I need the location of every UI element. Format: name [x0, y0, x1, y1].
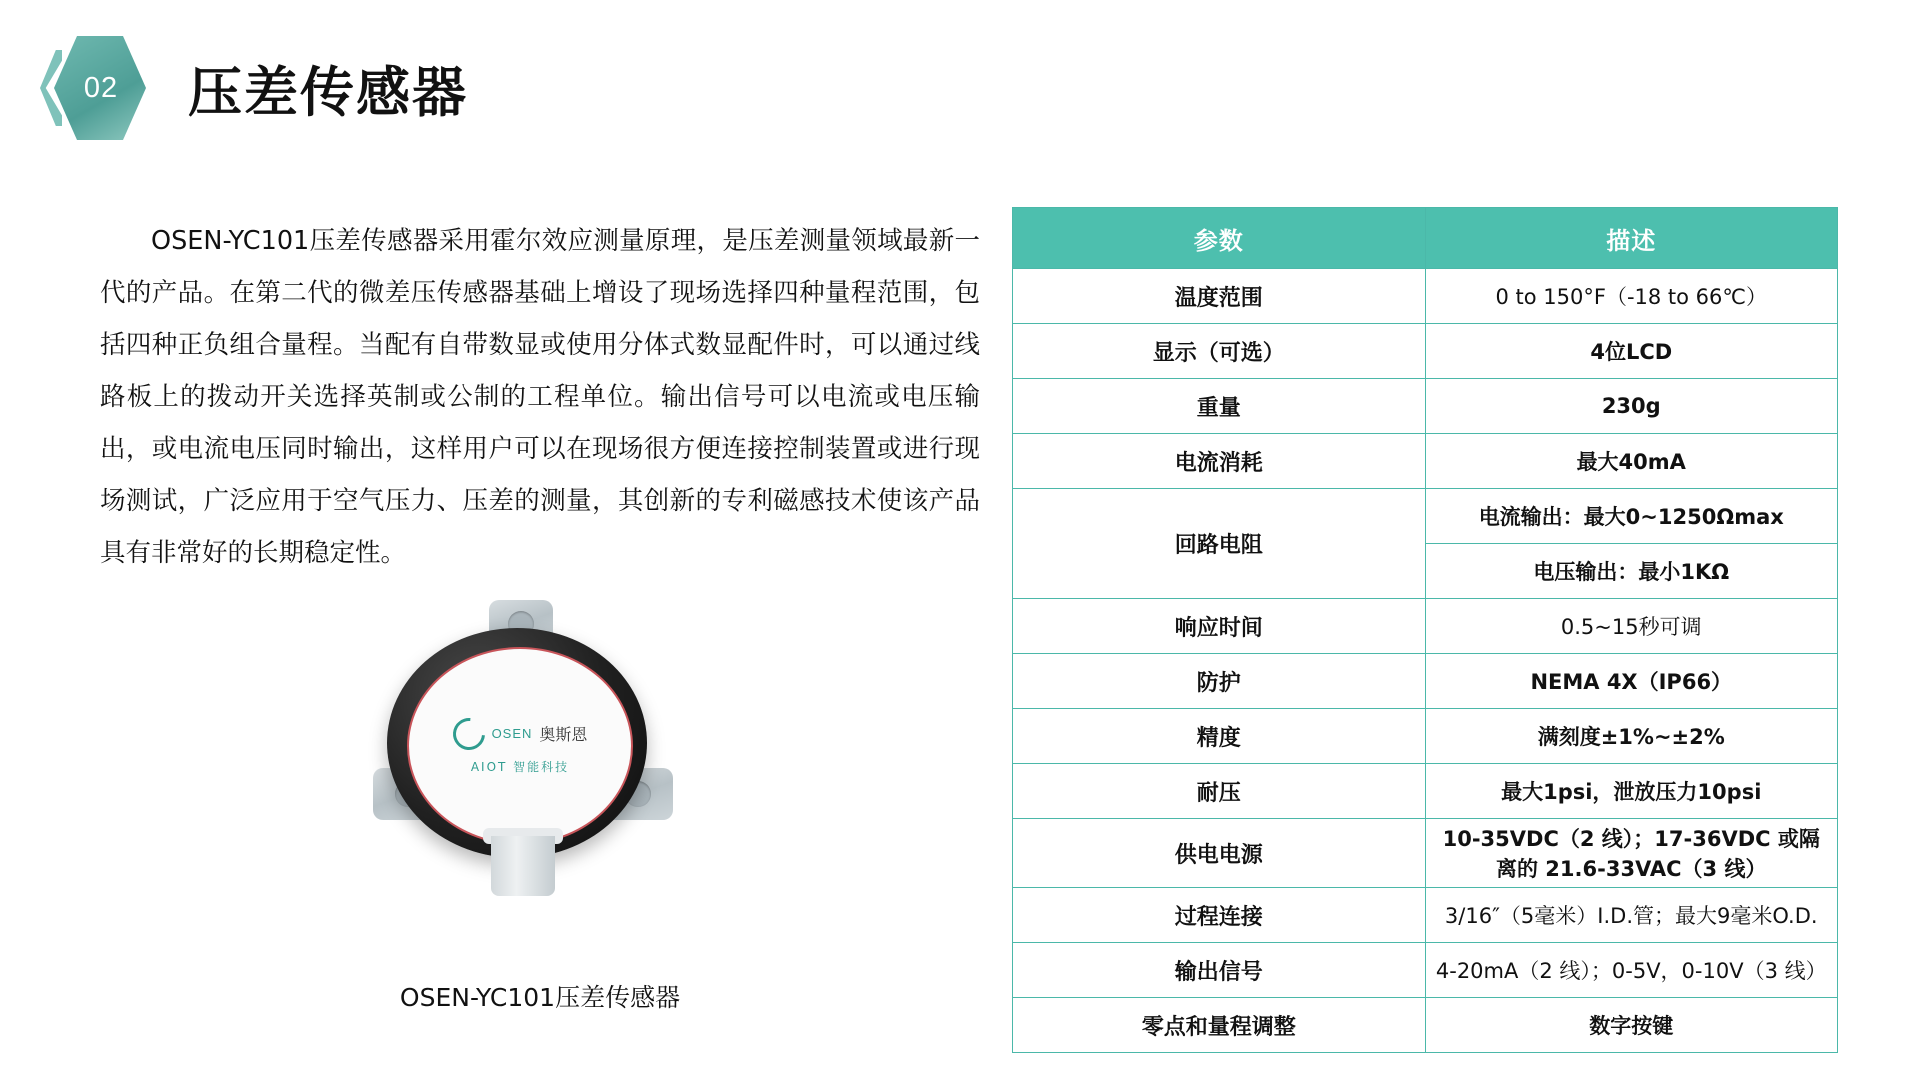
cell-description: 4-20mA（2 线）；0-5V，0-10V（3 线） [1425, 943, 1838, 998]
table-body [1013, 269, 1838, 1053]
table-row [1013, 324, 1838, 379]
column-header-param: 参数 [1013, 208, 1426, 269]
cell-parameter: 精度 [1013, 709, 1426, 764]
port-stem [491, 836, 555, 896]
cell-parameter: 供电电源 [1013, 819, 1426, 888]
cell-description: 3/16″（5毫米）I.D.管；最大9毫米O.D. [1425, 888, 1838, 943]
cell-parameter: 输出信号 [1013, 943, 1426, 998]
table-row [1013, 489, 1838, 544]
cell-parameter: 防护 [1013, 654, 1426, 709]
cell-description: 数字按键 [1425, 998, 1838, 1053]
circle-logo-icon [446, 711, 491, 756]
table-row [1013, 888, 1838, 943]
spec-table-container [1012, 207, 1838, 1053]
cell-parameter: 响应时间 [1013, 599, 1426, 654]
product-image [355, 600, 695, 900]
brand-logo [453, 718, 588, 750]
table-row [1013, 709, 1838, 764]
description-block [100, 215, 980, 579]
cell-parameter: 耐压 [1013, 764, 1426, 819]
cell-description: 最大1psi，泄放压力10psi [1425, 764, 1838, 819]
cell-description: 0 to 150°F（-18 to 66℃） [1425, 269, 1838, 324]
page-header [40, 30, 468, 146]
cell-description: 230g [1425, 379, 1838, 434]
table-row [1013, 943, 1838, 998]
cell-description: 0.5~15秒可调 [1425, 599, 1838, 654]
sensor-illustration [355, 600, 695, 900]
cell-parameter: 显示（可选） [1013, 324, 1426, 379]
cell-parameter: 过程连接 [1013, 888, 1426, 943]
cell-parameter: 重量 [1013, 379, 1426, 434]
cell-description: 10-35VDC（2 线）；17-36VDC 或隔离的 21.6-33VAC（3 线） [1425, 819, 1838, 888]
cell-parameter: 电流消耗 [1013, 434, 1426, 489]
table-row [1013, 998, 1838, 1053]
cell-description: 最大40mA [1425, 434, 1838, 489]
image-caption: OSEN-YC101压差传感器 [399, 983, 681, 1012]
cell-description: 4位LCD [1425, 324, 1838, 379]
sensor-faceplate [407, 647, 633, 845]
page-title: 压差传感器 [188, 60, 468, 124]
spec-table [1012, 207, 1838, 1053]
section-number-badge [40, 30, 158, 146]
cell-parameter: 回路电阻 [1013, 489, 1426, 599]
table-row [1013, 764, 1838, 819]
column-header-desc: 描述 [1425, 208, 1838, 269]
description-paragraph: OSEN-YC101压差传感器采用霍尔效应测量原理，是压差测量领域最新一代的产品。在第二代的微差压传感器基础上增设了现场选择四种量程范围，包括四种正负组合量程。当配有自带数显或使用分体式数显配件时，可以通过线路板上的拨动开关选择英制或公制的工程单位。输出信号可以电流或电压输出，或电流电压同时输出，这样用户可以在现场很方便连接控制装置或进行现场测试，广泛应用于空气压力、压差的测量，其创新的专利磁感技术使该产品具有非常好的长期稳定性。 [100, 226, 980, 568]
table-row [1013, 819, 1838, 888]
cell-description: 电流输出：最大0~1250Ωmax [1425, 489, 1838, 544]
cell-description: 电压输出：最小1KΩ [1425, 544, 1838, 599]
cell-description: NEMA 4X（IP66） [1425, 654, 1838, 709]
table-row [1013, 269, 1838, 324]
table-row [1013, 434, 1838, 489]
table-header-row [1013, 208, 1838, 269]
cell-parameter: 温度范围 [1013, 269, 1426, 324]
table-row [1013, 599, 1838, 654]
brand-name-en: OSEN [491, 726, 533, 741]
brand-tagline: AIOT 智能科技 [470, 759, 570, 774]
cell-description: 满刻度±1%~±2% [1425, 709, 1838, 764]
brand-name-cn: 奥斯恩 [539, 725, 588, 744]
table-row [1013, 379, 1838, 434]
table-row [1013, 654, 1838, 709]
section-number: 02 [83, 71, 119, 104]
cell-parameter: 零点和量程调整 [1013, 998, 1426, 1053]
